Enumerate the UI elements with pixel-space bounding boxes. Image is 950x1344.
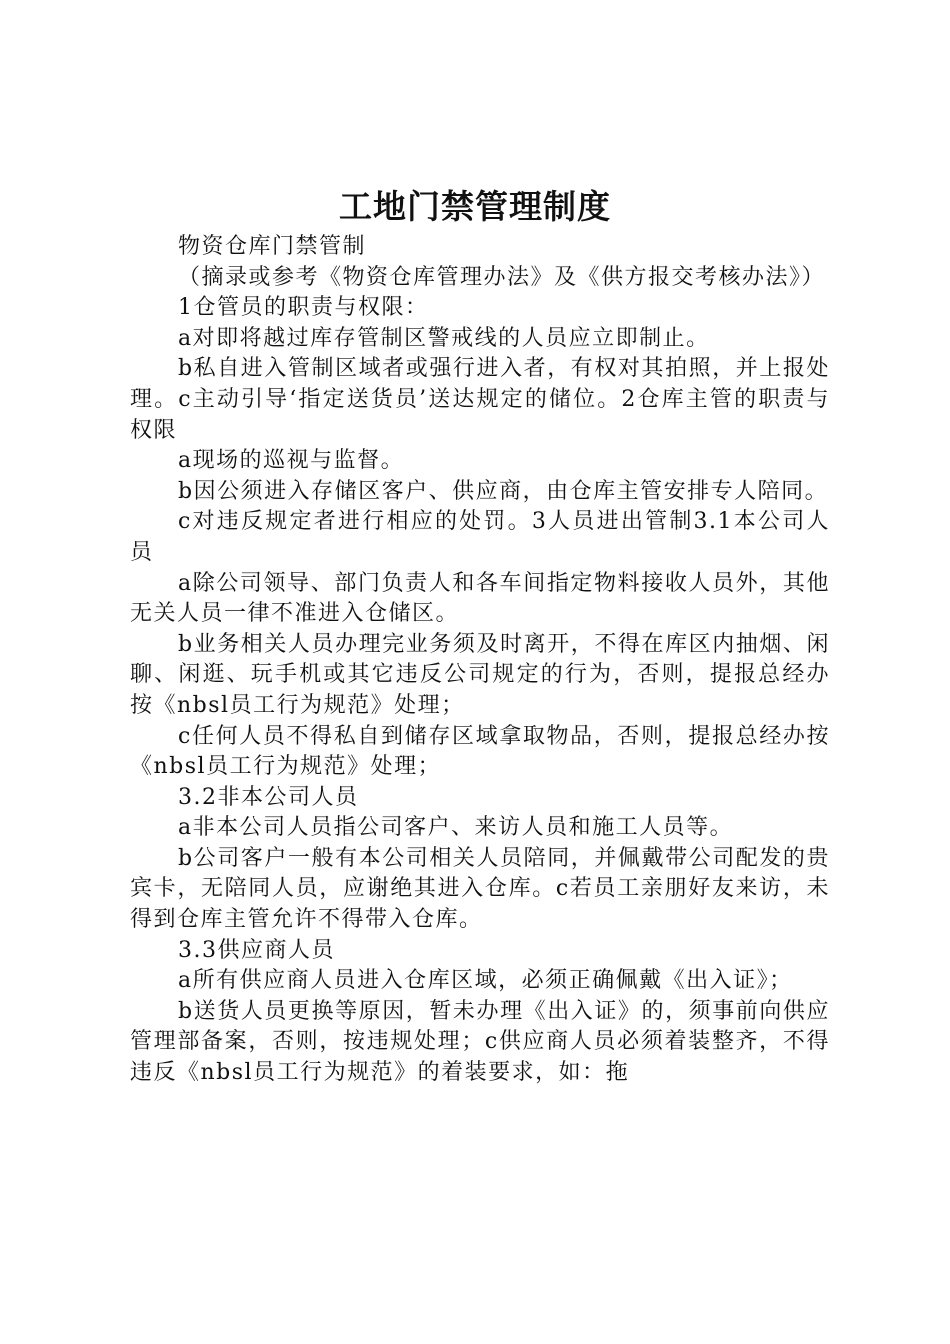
paragraph-reference-note: （摘录或参考《物资仓库管理办法》及《供方报交考核办法》）: [178, 264, 826, 290]
paragraph: a除公司领导、部门负责人和各车间指定物料接收人员外，其他无关人员一律不准进入仓储区。: [130, 570, 830, 627]
paragraph: a对即将越过库存管制区警戒线的人员应立即制止。: [178, 325, 710, 351]
paragraph: b公司客户一般有本公司相关人员陪同，并佩戴带公司配发的贵宾卡，无陪同人员，应谢绝其进入仓库。c若员工亲朋好友来访，未得到仓库主管允许不得带入仓库。: [130, 845, 830, 933]
paragraph: 3.2非本公司人员: [178, 784, 359, 810]
paragraph: 1仓管员的职责与权限：: [178, 295, 429, 321]
document-title: 工地门禁管理制度: [339, 187, 611, 226]
paragraph: b因公须进入存储区客户、供应商，由仓库主管安排专人陪同。: [178, 478, 829, 504]
paragraph: a非本公司人员指公司客户、来访人员和施工人员等。: [178, 815, 734, 841]
document-body: [130, 232, 830, 1089]
paragraph: a所有供应商人员进入仓库区域，必须正确佩戴《出入证》；: [178, 968, 793, 994]
paragraph: c任何人员不得私自到储存区域拿取物品，否则，提报总经办按《nbsl员工行为规范》处理；: [130, 723, 830, 780]
paragraph: b私自进入管制区域者或强行进入者，有权对其拍照，并上报处理。c主动引导‘指定送货员’送达规定的储位。2仓库主管的职责与权限: [130, 356, 830, 443]
paragraph: c对违反规定者进行相应的处罚。3人员进出管制3.1本公司人员: [130, 509, 830, 565]
paragraph: 3.3供应商人员: [178, 937, 335, 963]
paragraph: b送货人员更换等原因，暂未办理《出入证》的，须事前向供应管理部备案，否则，按违规处理；c供应商人员必须着装整齐，不得违反《nbsl员工行为规范》的着装要求，如：拖: [130, 998, 830, 1086]
paragraph: a现场的巡视与监督。: [178, 448, 405, 474]
paragraph-section-heading: 物资仓库门禁管制: [178, 234, 367, 259]
paragraph: b业务相关人员办理完业务须及时离开，不得在库区内抽烟、闲聊、闲逛、玩手机或其它违反公司规定的行为，否则，提报总经办按《nbsl员工行为规范》处理；: [130, 631, 830, 718]
